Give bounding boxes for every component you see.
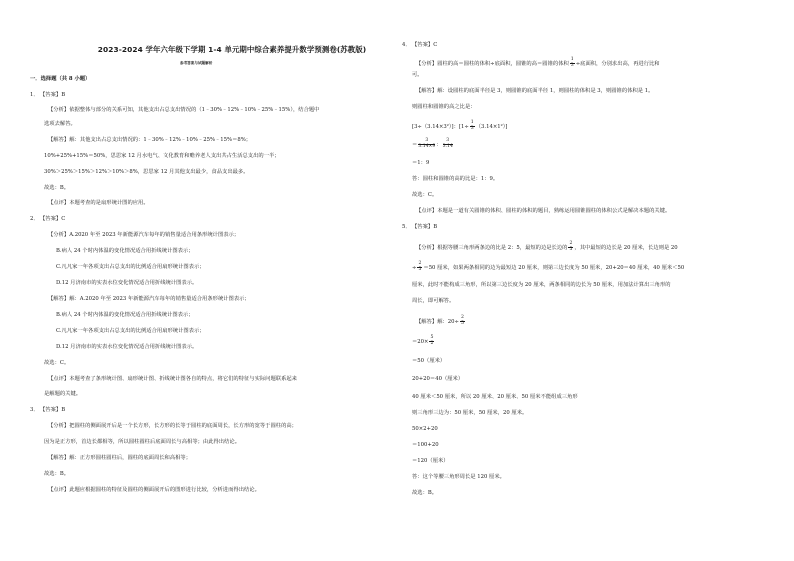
question-2-solution-line: C.凡凡家一年各项支出占总支出的比例适合用扇形统计图表示； (56, 328, 205, 334)
question-2-solution-line: D.12 月济南市的实表水位变化情况适合用折线统计图表示。 (56, 344, 198, 350)
fraction: $\frac{2}{5}$ (418, 261, 422, 272)
question-5-solution-step: 则三角形三边为：50 厘米，50 厘米，20 厘米。 (412, 410, 528, 416)
fraction: $\frac{1}{3}$ (570, 57, 574, 68)
question-5-choice: 故选：B。 (412, 490, 438, 496)
question-2-solution-line: B.病人 24 个时内体温的变化情况适合用折线统计图表示； (56, 312, 194, 318)
question-2-analysis-line: D.12 月济南市的实表水位变化情况适合用折线统计图表示。 (56, 280, 198, 286)
section-heading: 一．选择题（共 8 小题） (30, 76, 91, 82)
question-3-analysis: 【分析】把圆柱的侧面展开后是一个长方形，长方形的长等于圆柱的底面周长，长方形的宽等于圆柱的高； (48, 423, 297, 429)
question-1-analysis: 【分析】依据整体与部分的关系可知，其他支出占总支出情况的（1﹣30%﹣12%﹣10%﹣25%﹣15%），结合题中 (48, 107, 320, 113)
question-5-number: 5． (402, 224, 411, 230)
question-1-comment: 【点评】本题考查的是扇形统计图的应用。 (48, 200, 149, 206)
fraction: $\frac{3}{3.14}$ (442, 138, 453, 149)
question-5-analysis-line: 周长，即可解答。 (412, 298, 455, 304)
question-1-solution-line: 30%＞25%＞15%＞12%＞10%＞8%，思思家 12 月其他支出最少，食品支出最多。 (44, 169, 249, 175)
question-5-solution-step: 50×2+20 (412, 426, 438, 432)
question-5-answer: 【答案】B (412, 224, 438, 230)
question-4-expression: [3÷（3.14×3²）]：[1÷ $\frac{1}{3}$ （3.14×1²）] (412, 120, 508, 131)
question-2-answer: 【答案】C (40, 216, 66, 222)
question-5-solution-step: ＝20× $\frac{5}{2}$ (412, 335, 434, 346)
question-3-answer: 【答案】B (40, 407, 66, 413)
question-2-choice: 故选：C。 (44, 360, 70, 366)
question-2-solution: 【解答】解：A.2020 年至 2023 年新能源汽车每年的销售量适合用条形统计图表示； (48, 296, 250, 302)
question-2-analysis: 【分析】A.2020 年至 2023 年新能源汽车每年的销售量适合用条形统计图表示； (48, 232, 240, 238)
question-2-analysis-line: C.凡凡家一年各项支出占总支出的比例适合用扇形统计图表示； (56, 264, 205, 270)
question-1-analysis-cont: 选项去解答。 (44, 121, 76, 127)
question-5-solution-step: 20+20＝40（厘米） (412, 376, 464, 382)
question-4-comment: 【点评】本题是一道有关圆锥的体积、圆柱的体积的题目，熟练运用圆锥圆柱的体积公式是解决本题的关键。 (416, 208, 671, 214)
fraction: $\frac{2}{5}$ (569, 241, 573, 252)
document-subtitle: 参考答案与试题解析 (180, 61, 213, 65)
question-5-solution-step: ＝50（厘米） (412, 358, 446, 364)
question-3-choice: 故选：B。 (44, 471, 70, 477)
question-3-analysis-cont: 因为是正方形，首边长都相等，所以圆柱圆柱后底面周长与高相等；由此得出结论。 (44, 439, 240, 445)
question-4-expression-step: ＝ $\frac{3}{3.14\times 9}$ ： $\frac{3}{3.14}$ (412, 138, 453, 149)
question-3-number: 3． (30, 407, 39, 413)
question-5-analysis: 【分析】根据等腰三角形两条边的比是 2：5，最短的边是长边的 $\frac{2}{5}$ ，其中最短的边长是 20 厘米，长边则是 20 (416, 241, 678, 252)
question-2-comment: 【点评】本题考查了条形统计图、扇形统计图、折线统计图各自的特点，将它们的特征与实际问题联系起来 (48, 376, 297, 382)
question-5-solution-step: ＝100+20 (412, 442, 439, 448)
question-5-answer-line: 答：这个等腰三角形周长是 120 厘米。 (412, 474, 505, 480)
question-2-number: 2． (30, 216, 39, 222)
question-1-answer: 【答案】B (40, 92, 66, 98)
fraction: $\frac{3}{3.14\times 9}$ (418, 138, 436, 149)
question-5-solution-step: 40 厘米＜50 厘米，所以 20 厘米、20 厘米、50 厘米不能组成三角形 (412, 394, 578, 400)
question-1-solution-line: 10%+25%+15%＝50%，思思家 12 月水电气、文化教育和赡养老人支出共占生活总支出的一半； (44, 153, 280, 159)
question-4-analysis: 【分析】圆柱的高＝圆柱的体积÷底面积，圆锥的高＝圆锥的体积 $\frac{1}{3}$ ÷底面积，分别求出高，再进行比和 (416, 57, 660, 68)
question-5-analysis-line: 厘米，此时不能构成三角形，所以第三边长度为 20 厘米，两条相同的边长为 50 厘米，用加法计算出三角形的 (412, 282, 671, 288)
question-4-analysis-cont: 可。 (412, 72, 423, 78)
question-3-comment: 【点评】此题应根据圆柱的特征及圆柱的侧面展开后的图形进行比较，分析进而得出结论。 (48, 487, 260, 493)
question-4-solution-line: 则圆柱和圆锥的高之比是： (412, 104, 476, 110)
question-4-number: 4． (402, 42, 411, 48)
question-4-solution: 【解答】解：设圆柱的底面半径是 3，则圆锥的底面半径 1，则圆柱的体积是 3，则圆锥的体积是 1。 (416, 88, 654, 94)
question-2-analysis-line: B.病人 24 个时内体温的变化情况适合用折线统计图表示； (56, 248, 194, 254)
fraction: $\frac{5}{2}$ (430, 335, 434, 346)
fraction: $\frac{1}{3}$ (470, 120, 474, 131)
question-4-answer: 【答案】C (412, 42, 438, 48)
question-4-choice: 故选：C。 (412, 192, 438, 198)
question-5-analysis-line: ÷ $\frac{2}{5}$ ＝50 厘米，如果两条相同的边为最短边 20 厘米，则第三边长度为 50 厘米，20+20＝40 厘米，40 厘米＜50 (412, 261, 685, 272)
fraction: $\frac{2}{5}$ (460, 315, 464, 326)
question-1-choice: 故选：B。 (44, 185, 70, 191)
question-1-number: 1． (30, 92, 39, 98)
left-column (30, 0, 400, 561)
question-4-answer-line: 答：圆柱和圆锥的高的比是：1：9。 (412, 176, 499, 182)
question-5-solution-step: ＝120（厘米） (412, 458, 449, 464)
question-2-comment-cont: 是解题的关键。 (44, 391, 82, 397)
document-title: 2023-2024 学年六年级下学期 1-4 单元期中综合素养提升数学预测卷(苏教版) (97, 45, 367, 54)
question-1-solution: 【解答】解：其他支出占总支出情况的：1﹣30%﹣12%﹣10%﹣25%﹣15%＝8%； (48, 137, 252, 143)
right-column (402, 0, 772, 561)
question-4-result: ＝1：9 (412, 160, 430, 166)
question-5-solution: 【解答】解：20÷ $\frac{2}{5}$ (416, 315, 464, 326)
question-3-solution: 【解答】解：正方形圆柱圆柱后，圆柱的底面周长和高相等； (48, 455, 192, 461)
